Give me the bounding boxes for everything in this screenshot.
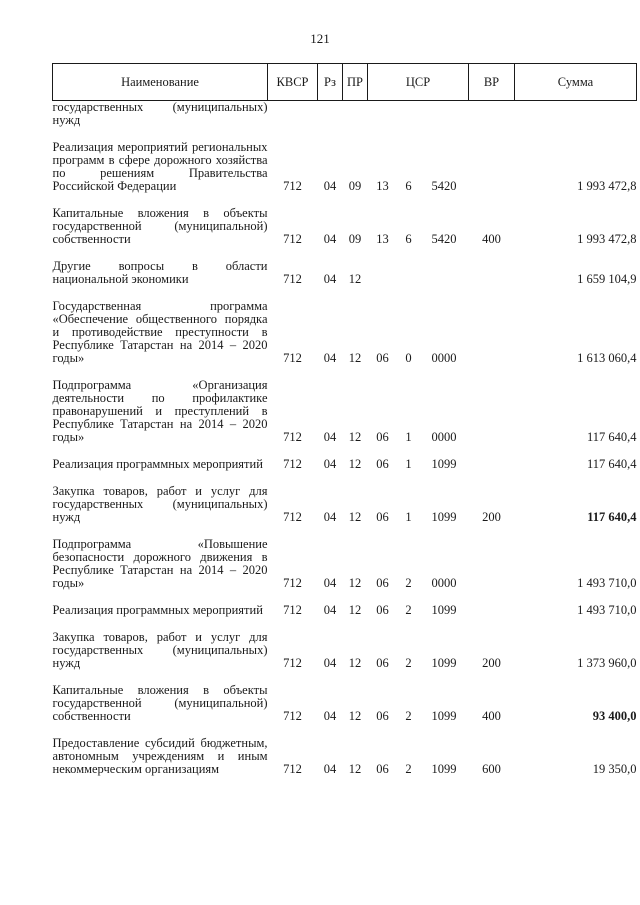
cell-pr: 12 xyxy=(348,603,362,617)
page-number: 121 xyxy=(310,31,330,46)
cell-rz: 04 xyxy=(323,272,337,286)
cell-vr: 200 xyxy=(482,510,501,524)
cell-csr-subprogram: 2 xyxy=(405,709,412,723)
cell-rz: 04 xyxy=(323,179,337,193)
col-header-kvsr: КВСР xyxy=(268,64,318,101)
cell-csr-subprogram xyxy=(398,101,420,130)
cell-rz: 04 xyxy=(323,351,337,365)
cell-vr: 600 xyxy=(482,762,501,776)
cell-csr-direction: 1099 xyxy=(431,603,457,617)
cell-kvsr: 712 xyxy=(283,510,302,524)
cell-pr: 12 xyxy=(348,709,362,723)
cell-pr: 12 xyxy=(348,351,362,365)
cell-csr-direction: 1099 xyxy=(431,457,457,471)
cell-name: Реализация программных мероприятий xyxy=(52,603,263,617)
table-row xyxy=(53,101,637,130)
cell-kvsr: 712 xyxy=(283,430,302,444)
cell-pr: 12 xyxy=(348,272,362,286)
cell-kvsr: 712 xyxy=(283,272,302,286)
cell-vr xyxy=(469,379,515,446)
cell-name: Капитальные вложения в объекты государственной (муниципальной) собственности xyxy=(52,206,268,246)
cell-csr-subprogram: 2 xyxy=(405,656,412,670)
cell-rz: 04 xyxy=(323,430,337,444)
cell-sum: 93 400,0 xyxy=(592,709,637,723)
cell-csr-direction: 1099 xyxy=(431,510,457,524)
cell-csr-direction: 1099 xyxy=(431,709,457,723)
cell-csr-direction: 5420 xyxy=(431,232,457,246)
table-row xyxy=(53,300,637,367)
cell-vr xyxy=(469,141,515,195)
cell-csr-direction: 0000 xyxy=(431,576,457,590)
cell-sum: 117 640,4 xyxy=(586,457,637,471)
cell-name: Предоставление субсидий бюджетным, автономным учреждениям и иным некоммерческим организациям xyxy=(52,736,268,776)
cell-sum: 117 640,4 xyxy=(586,430,637,444)
cell-csr-program: 13 xyxy=(376,179,389,193)
cell-rz: 04 xyxy=(323,603,337,617)
table-row xyxy=(53,379,637,446)
cell-sum: 117 640,4 xyxy=(587,510,637,524)
cell-csr-program: 06 xyxy=(376,430,389,444)
cell-csr-program: 06 xyxy=(376,576,389,590)
cell-name: государственных (муниципальных) нужд xyxy=(52,100,268,127)
cell-csr-program: 06 xyxy=(376,709,389,723)
cell-rz: 04 xyxy=(323,576,337,590)
cell-csr-subprogram: 1 xyxy=(405,430,412,444)
cell-csr-subprogram: 1 xyxy=(405,510,412,524)
table-row xyxy=(53,207,637,248)
cell-kvsr: 712 xyxy=(283,603,302,617)
cell-kvsr: 712 xyxy=(283,232,302,246)
cell-name: Другие вопросы в области национальной экономики xyxy=(52,259,268,286)
table-row xyxy=(53,684,637,725)
cell-vr xyxy=(469,604,515,619)
cell-kvsr: 712 xyxy=(283,351,302,365)
cell-sum: 1 993 472,8 xyxy=(577,232,637,246)
cell-csr-program: 06 xyxy=(376,603,389,617)
cell-kvsr: 712 xyxy=(283,762,302,776)
cell-name: Подпрограмма «Организация деятельности по профилактике правонарушений и преступлений в Республике Татарстан на 2014 – 2020 годы» xyxy=(52,378,268,444)
col-header-rz: Рз xyxy=(318,64,343,101)
cell-csr-direction: 0000 xyxy=(431,351,457,365)
table-header-row xyxy=(53,64,637,101)
table-row xyxy=(53,604,637,619)
cell-name: Реализация мероприятий региональных программ в сфере дорожного хозяйства по решениям Правительства Российской Федерации xyxy=(52,140,268,193)
cell-csr-direction xyxy=(420,260,469,288)
cell-csr-program: 06 xyxy=(376,762,389,776)
cell-csr-subprogram: 2 xyxy=(405,603,412,617)
cell-vr: 400 xyxy=(482,709,501,723)
cell-csr-subprogram: 2 xyxy=(405,576,412,590)
cell-csr-program xyxy=(368,101,398,130)
cell-csr-subprogram: 6 xyxy=(405,179,412,193)
cell-sum: 1 373 960,0 xyxy=(577,656,637,670)
cell-pr: 12 xyxy=(348,762,362,776)
cell-csr-direction xyxy=(420,101,469,130)
cell-kvsr: 712 xyxy=(283,576,302,590)
cell-vr xyxy=(469,260,515,288)
cell-csr-program: 06 xyxy=(376,656,389,670)
cell-vr: 200 xyxy=(482,656,501,670)
cell-rz: 04 xyxy=(323,457,337,471)
cell-vr xyxy=(469,458,515,473)
cell-rz: 04 xyxy=(323,762,337,776)
cell-csr-program xyxy=(368,260,398,288)
table-row xyxy=(53,141,637,195)
cell-csr-program: 06 xyxy=(376,457,389,471)
cell-csr-subprogram: 1 xyxy=(405,457,412,471)
cell-sum: 1 493 710,0 xyxy=(577,576,637,590)
table-row xyxy=(53,538,637,592)
table-row xyxy=(53,458,637,473)
cell-vr xyxy=(469,538,515,592)
cell-pr xyxy=(343,101,368,130)
cell-csr-program: 06 xyxy=(376,510,389,524)
cell-kvsr xyxy=(268,101,318,130)
cell-pr: 12 xyxy=(348,576,362,590)
col-header-pr: ПР xyxy=(343,64,368,101)
cell-pr: 09 xyxy=(348,232,362,246)
cell-csr-subprogram: 0 xyxy=(405,351,412,365)
cell-pr: 12 xyxy=(348,457,362,471)
cell-rz: 04 xyxy=(323,709,337,723)
cell-sum xyxy=(515,101,637,130)
cell-vr xyxy=(469,300,515,367)
cell-kvsr: 712 xyxy=(283,656,302,670)
table-row xyxy=(53,737,637,778)
cell-kvsr: 712 xyxy=(283,179,302,193)
cell-rz: 04 xyxy=(323,656,337,670)
cell-kvsr: 712 xyxy=(283,709,302,723)
cell-name: Закупка товаров, работ и услуг для государственных (муниципальных) нужд xyxy=(52,484,268,524)
col-header-name: Наименование xyxy=(53,64,268,101)
cell-name: Реализация программных мероприятий xyxy=(52,457,263,471)
cell-csr-direction: 0000 xyxy=(431,430,457,444)
cell-csr-direction: 5420 xyxy=(431,179,457,193)
cell-rz: 04 xyxy=(323,510,337,524)
cell-rz xyxy=(318,101,343,130)
table-row xyxy=(53,485,637,526)
cell-sum: 1 993 472,8 xyxy=(577,179,637,193)
cell-csr-subprogram: 6 xyxy=(405,232,412,246)
cell-csr-program: 13 xyxy=(376,232,389,246)
cell-pr: 09 xyxy=(348,179,362,193)
cell-name: Подпрограмма «Повышение безопасности дорожного движения в Республике Татарстан на 2014 – 2020 годы» xyxy=(52,537,268,590)
cell-name: Закупка товаров, работ и услуг для государственных (муниципальных) нужд xyxy=(52,630,268,670)
col-header-csr: ЦСР xyxy=(368,64,469,101)
cell-sum: 1 659 104,9 xyxy=(577,272,637,286)
budget-table xyxy=(52,63,637,778)
cell-sum: 1 493 710,0 xyxy=(577,603,637,617)
cell-csr-subprogram xyxy=(398,260,420,288)
table-row xyxy=(53,260,637,288)
col-header-vr: ВР xyxy=(469,64,515,101)
cell-pr: 12 xyxy=(348,656,362,670)
col-header-sum: Сумма xyxy=(515,64,637,101)
cell-csr-direction: 1099 xyxy=(431,656,457,670)
cell-kvsr: 712 xyxy=(283,457,302,471)
cell-pr: 12 xyxy=(348,510,362,524)
cell-pr: 12 xyxy=(348,430,362,444)
cell-sum: 19 350,0 xyxy=(592,762,637,776)
table-row xyxy=(53,631,637,672)
cell-vr xyxy=(469,101,515,130)
cell-csr-direction: 1099 xyxy=(431,762,457,776)
cell-csr-subprogram: 2 xyxy=(405,762,412,776)
cell-csr-program: 06 xyxy=(376,351,389,365)
cell-vr: 400 xyxy=(482,232,501,246)
cell-rz: 04 xyxy=(323,232,337,246)
cell-sum: 1 613 060,4 xyxy=(577,351,637,365)
cell-name: Капитальные вложения в объекты государственной (муниципальной) собственности xyxy=(52,683,268,723)
cell-name: Государственная программа «Обеспечение общественного порядка и противодействие преступности в Республике Татарстан на 2014 – 2020 годы» xyxy=(52,299,268,365)
